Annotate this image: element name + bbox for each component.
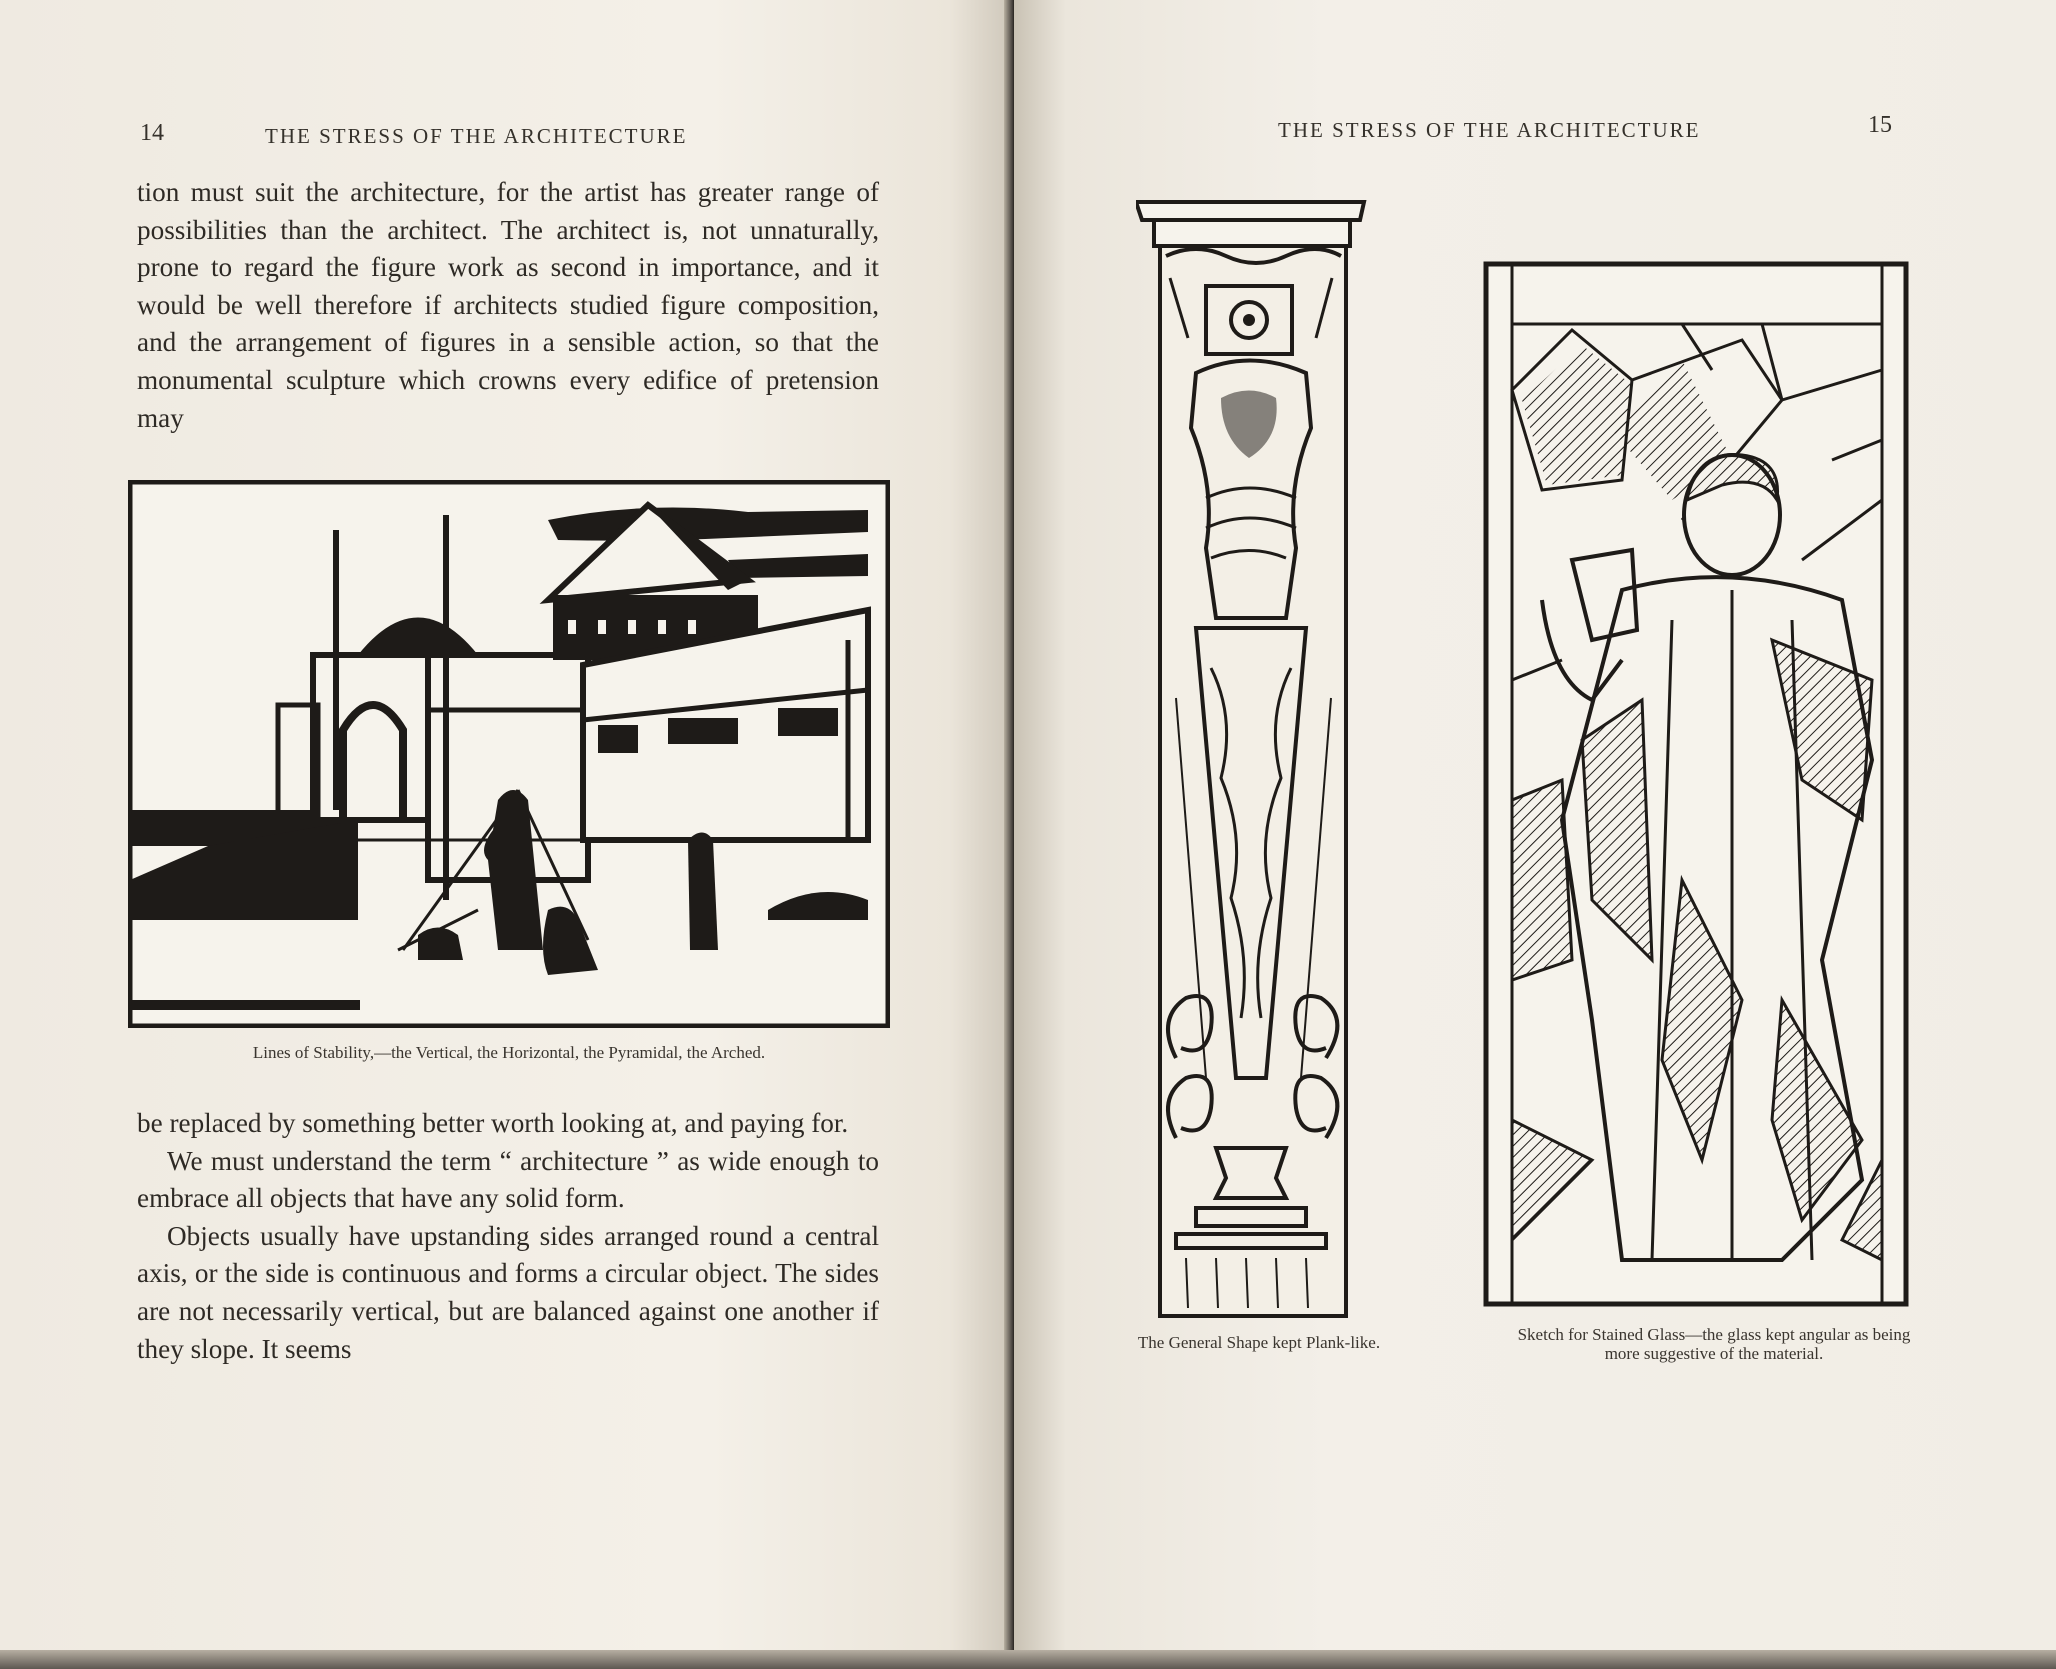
figure-carved-pilaster: [1136, 198, 1376, 1318]
figure-caption-stability: Lines of Stability,—the Vertical, the Horizontal, the Pyramidal, the Arched.: [252, 1043, 766, 1062]
paragraph-architecture-term: We must understand the term “ architecture ” as wide enough to embrace all objects that have any solid form.: [137, 1145, 879, 1214]
book-edge-bottom: [0, 1650, 2056, 1669]
body-text-bottom: [137, 1105, 879, 1368]
running-head-left: THE STRESS OF THE ARCHITECTURE: [265, 124, 688, 148]
right-page: [1014, 0, 2056, 1655]
caption-pilaster: The General Shape kept Plank-like.: [1137, 1333, 1381, 1352]
page-number-left: 14: [140, 120, 164, 146]
body-text-top: [137, 174, 879, 437]
figure-lines-of-stability: [128, 480, 890, 1028]
figure-stained-glass: [1482, 260, 1912, 1310]
running-head-right: THE STRESS OF THE ARCHITECTURE: [1278, 118, 1701, 142]
caption-stained-glass: Sketch for Stained Glass—the glass kept angular as being more suggestive of the material.: [1517, 1325, 1911, 1363]
paragraph-continued: tion must suit the architecture, for the artist has greater range of possibilities than the architect. The architect is, not unnaturally, prone to regard the figure work as second in importance, and it would be well therefore if architects studied figure composition, and the arrangement of figures in a sensible action, so that the monumental sculpture which crowns every edifice of pretension may: [137, 177, 879, 433]
page-number-right: 15: [1868, 112, 1892, 138]
left-page: [0, 0, 1010, 1655]
paragraph-objects: Objects usually have upstanding sides arranged round a central axis, or the side is continuous and forms a circular object. The sides are not necessarily vertical, but are balanced against one another if they slope. It seems: [137, 1220, 879, 1364]
paragraph-conclusion: be replaced by something better worth looking at, and paying for.: [137, 1108, 849, 1138]
